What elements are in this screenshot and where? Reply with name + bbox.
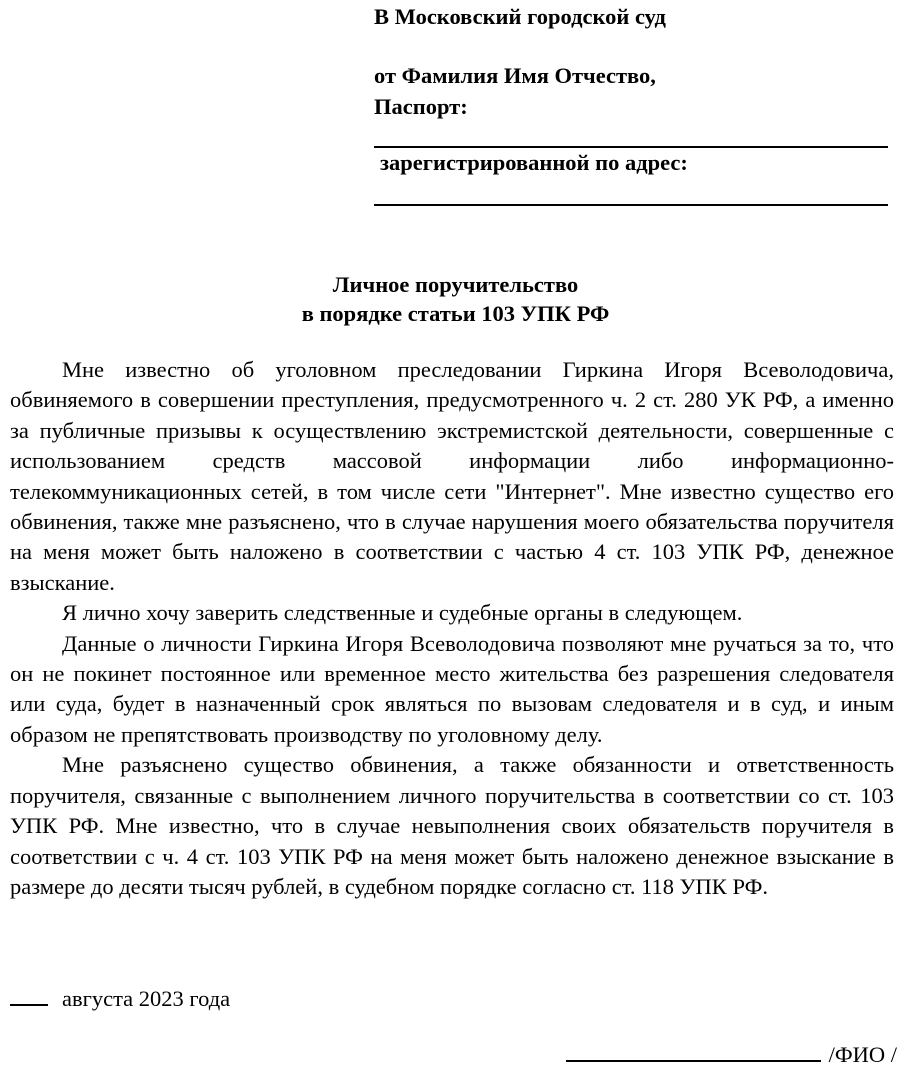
signature-line — [566, 1040, 897, 1070]
court-name: В Московский городской суд — [374, 4, 666, 29]
signature-blank — [566, 1040, 821, 1062]
date-line — [10, 984, 230, 1014]
document-body — [10, 355, 894, 902]
body-paragraph: Я лично хочу заверить следственные и судебные органы в следующем. — [62, 600, 743, 626]
passport-label: Паспорт: — [374, 94, 468, 119]
signature-label: /ФИО / — [828, 1042, 897, 1067]
address-blank-line — [374, 204, 888, 206]
body-paragraph: Мне известно об уголовном преследовании Гиркина Игоря Всеволодовича, обвиняемого в совершении преступления, предусмотренного ч. 2 ст. 280 УК РФ, а именно за публичные призывы к осуществлению экстремистской деятельности, совершенные с использованием средств массовой информации либо информационно-телекоммуникационных сетей, в том числе сети "Интернет". Мне известно существо его обвинения, также мне разъяснено, что в случае нарушения моего обязательства поручителя на меня может быть наложено в соответствии с частью 4 ст. 103 УПК РФ, денежное взыскание. — [10, 357, 894, 595]
date-text: августа 2023 года — [62, 986, 231, 1011]
applicant-name: от Фамилия Имя Отчество, — [374, 63, 656, 88]
day-blank — [10, 984, 48, 1006]
document-subtitle: в порядке статьи 103 УПК РФ — [301, 301, 610, 326]
document-title: Личное поручительство — [332, 272, 579, 297]
body-paragraph: Данные о личности Гиркина Игоря Всеволодовича позволяют мне ручаться за то, что он не покинет постоянное или временное место жительства без разрешения следователя или суда, будет в назначенный срок являться по вызовам следователя и в суд, и иным образом не препятствовать производству по уголовному делу. — [10, 630, 894, 747]
body-paragraph: Мне разъяснено существо обвинения, а также обязанности и ответственность поручителя, связанные с выполнением личного поручительства в соответствии со ст. 103 УПК РФ. Мне известно, что в случае невыполнения своих обязательств поручителя в соответствии с ч. 4 ст. 103 УПК РФ на меня может быть наложено денежное взыскание в размере до десяти тысяч рублей, в судебном порядке согласно ст. 118 УПК РФ. — [10, 752, 894, 899]
address-label: зарегистрированной по адрес: — [380, 150, 688, 175]
